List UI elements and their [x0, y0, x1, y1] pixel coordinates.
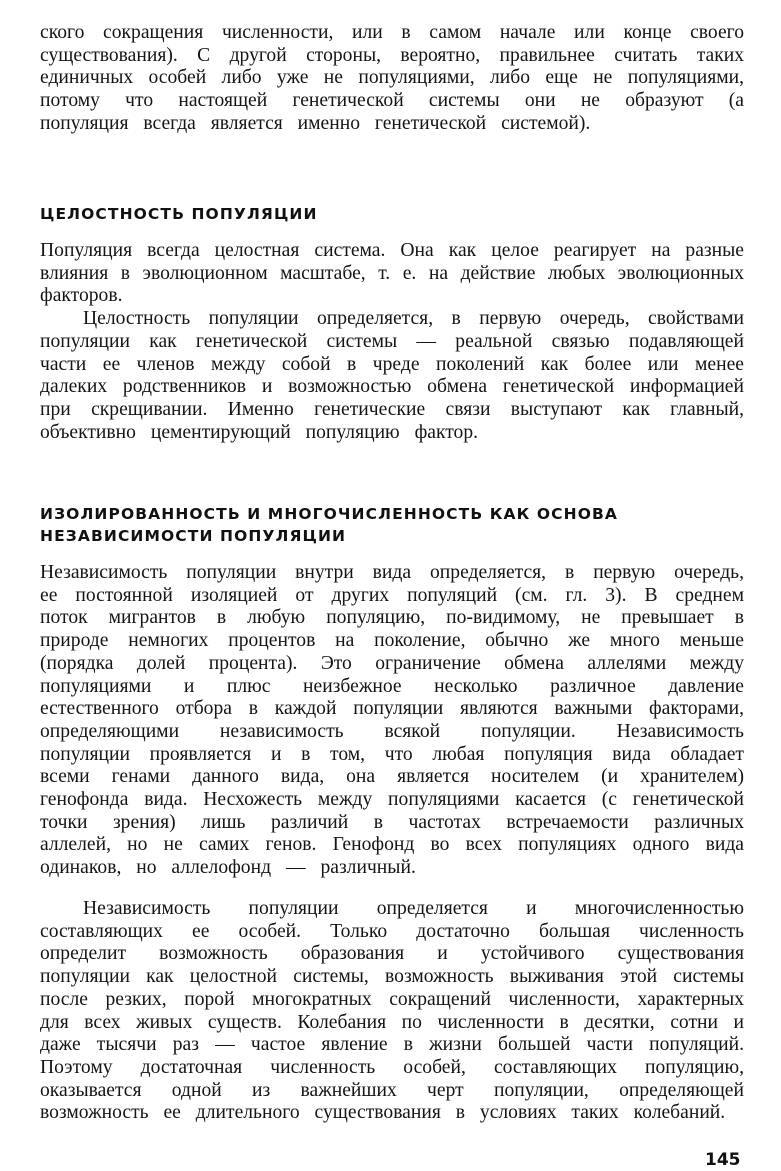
- integrity-paragraph-1: Популяция всегда целостная система. Она как целое реагирует на разные влияния в эволюционном масштабе, т. е. на действие любых эволюционных факторов.: [40, 240, 744, 307]
- intro-paragraph: ского сокращения численности, или в самом начале или конце своего существования). С другой стороны, вероятно, правильнее считать таких единичных особей либо уже не популяциями, либо еще не популяциями, потому что настоящей генетической системы они не образуют (а популяция всегда является именно генетической системой).: [40, 22, 744, 134]
- heading-line-1: ИЗОЛИРОВАННОСТЬ И МНОГОЧИСЛЕННОСТЬ КАК ОСНОВА: [40, 505, 618, 523]
- section-integrity-body: [40, 240, 744, 444]
- isolation-paragraph-1: Независимость популяции внутри вида определяется, в первую очередь, ее постоянной изоляцией от других популяций (см. гл. 3). В среднем поток мигрантов в любую популяцию, по-видимому, не превышает в природе немногих процентов на поколение, обычно же много меньше (порядка долей процента). Это ограничение обмена аллелями между популяциями и плюс неизбежное несколько различное давление естественного отбора в каждой популяции являются важными факторами, определяющими независимость всякой популяции. Независимость популяции проявляется и в том, что любая популяция вида обладает всеми генами данного вида, она является носителем (и хранителем) генофонда вида. Несхожесть между популяциями касается (с генетической точки зрения) лишь различий в частотах встречаемости различных аллелей, но не самих генов. Генофонд во всех популяциях одного вида одинаков, но аллелофонд — различный.: [40, 562, 744, 879]
- book-page: [40, 10, 744, 1170]
- isolation-paragraph-2: Независимость популяции определяется и многочисленностью составляющих ее особей. Только достаточно большая численность определит возможность образования и устойчивого существования популяции как целостной системы, возможность выживания этой системы после резких, порой многократных сокращений численности, характерных для всех живых существ. Колебания по численности в десятки, сотни и даже тысячи раз — частое явление в жизни большей части популяций. Поэтому достаточная численность особей, составляющих популяцию, оказывается одной из важнейших черт популяции, определяющей возможность ее длительного существования в условиях таких колебаний.: [40, 898, 744, 1124]
- section-heading-integrity: ЦЕЛОСТНОСТЬ ПОПУЛЯЦИИ: [40, 205, 318, 223]
- heading-line-2: НЕЗАВИСИМОСТИ ПОПУЛЯЦИИ: [40, 527, 347, 545]
- section-heading-isolation: [40, 503, 744, 547]
- page-number: 145: [705, 1150, 741, 1170]
- integrity-paragraph-2: Целостность популяции определяется, в первую очередь, свойствами популяции как генетической системы — реальной связью подавляющей части ее членов между собой в чреде поколений как более или менее далеких родственников и возможностью обмена генетической информацией при скрещивании. Именно генетические связи выступают как главный, объективно цементирующий популяцию фактор.: [40, 308, 744, 443]
